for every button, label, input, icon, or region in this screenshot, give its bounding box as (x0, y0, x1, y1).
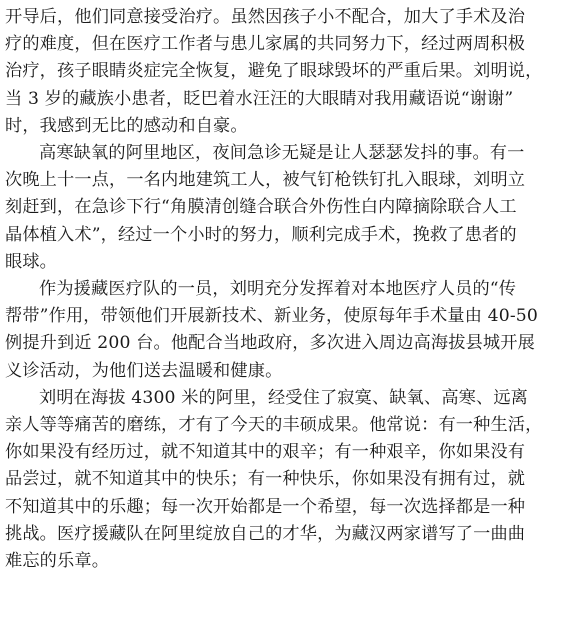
text-line: 高寒缺氧的阿里地区，夜间急诊无疑是让人瑟瑟发抖的事。有一 (39, 143, 525, 164)
paragraph-3 (5, 276, 563, 385)
paragraph-2 (5, 140, 563, 276)
text-line: 难忘的乐章。 (5, 551, 110, 572)
text-line: 帮带”作用，带领他们开展新技术、新业务，使原每年手术量由 40-50 (5, 306, 538, 327)
text-line: 挑战。医疗援藏队在阿里绽放自己的才华，为藏汉两家谱写了一曲曲 (5, 523, 526, 544)
paragraph-4 (5, 385, 563, 575)
text-line: 义诊活动，为他们送去温暖和健康。 (5, 360, 283, 381)
paragraph-1 (5, 4, 563, 140)
text-line: 次晚上十一点，一名内地建筑工人，被气钉枪铁钉扎入眼球，刘明立 (5, 170, 526, 191)
text-line: 你如果没有经历过，就不知道其中的艰辛；有一种艰辛，你如果没有 (5, 442, 526, 463)
text-line: 时，我感到无比的感动和自豪。 (5, 115, 248, 136)
text-line: 治疗，孩子眼睛炎症完全恢复，避免了眼球毁坏的严重后果。刘明说， (5, 61, 543, 82)
text-line: 眼球。 (5, 251, 58, 272)
text-line: 刘明在海拔 4300 米的阿里，经受住了寂寞、缺氧、高寒、远离 (39, 387, 529, 408)
text-line: 晶体植入术”，经过一个小时的努力，顺利完成手术，挽救了患者的 (5, 224, 517, 245)
text-line: 亲人等等痛苦的磨练，才有了今天的丰硕成果。他常说：有一种生活， (5, 415, 543, 436)
text-line: 开导后，他们同意接受治疗。虽然因孩子小不配合，加大了手术及治 (5, 7, 526, 27)
text-line: 刻赶到，在急诊下行“角膜清创缝合联合外伤性白内障摘除联合人工 (5, 197, 517, 218)
text-line: 当 3 岁的藏族小患者，眨巴着水汪汪的大眼睛对我用藏语说“谢谢” (5, 88, 514, 109)
text-line: 作为援藏医疗队的一员，刘明充分发挥着对本地医疗人员的“传 (39, 279, 517, 300)
text-line: 例提升到近 200 台。他配合当地政府，多次进入周边高海拔县城开展 (5, 333, 535, 354)
text-line: 品尝过，就不知道其中的快乐；有一种快乐，你如果没有拥有过，就 (5, 469, 526, 490)
text-line: 疗的难度，但在医疗工作者与患儿家属的共同努力下，经过两周积极 (5, 34, 526, 55)
text-line: 不知道其中的乐趣；每一次开始都是一个希望，每一次选择都是一种 (5, 496, 526, 517)
